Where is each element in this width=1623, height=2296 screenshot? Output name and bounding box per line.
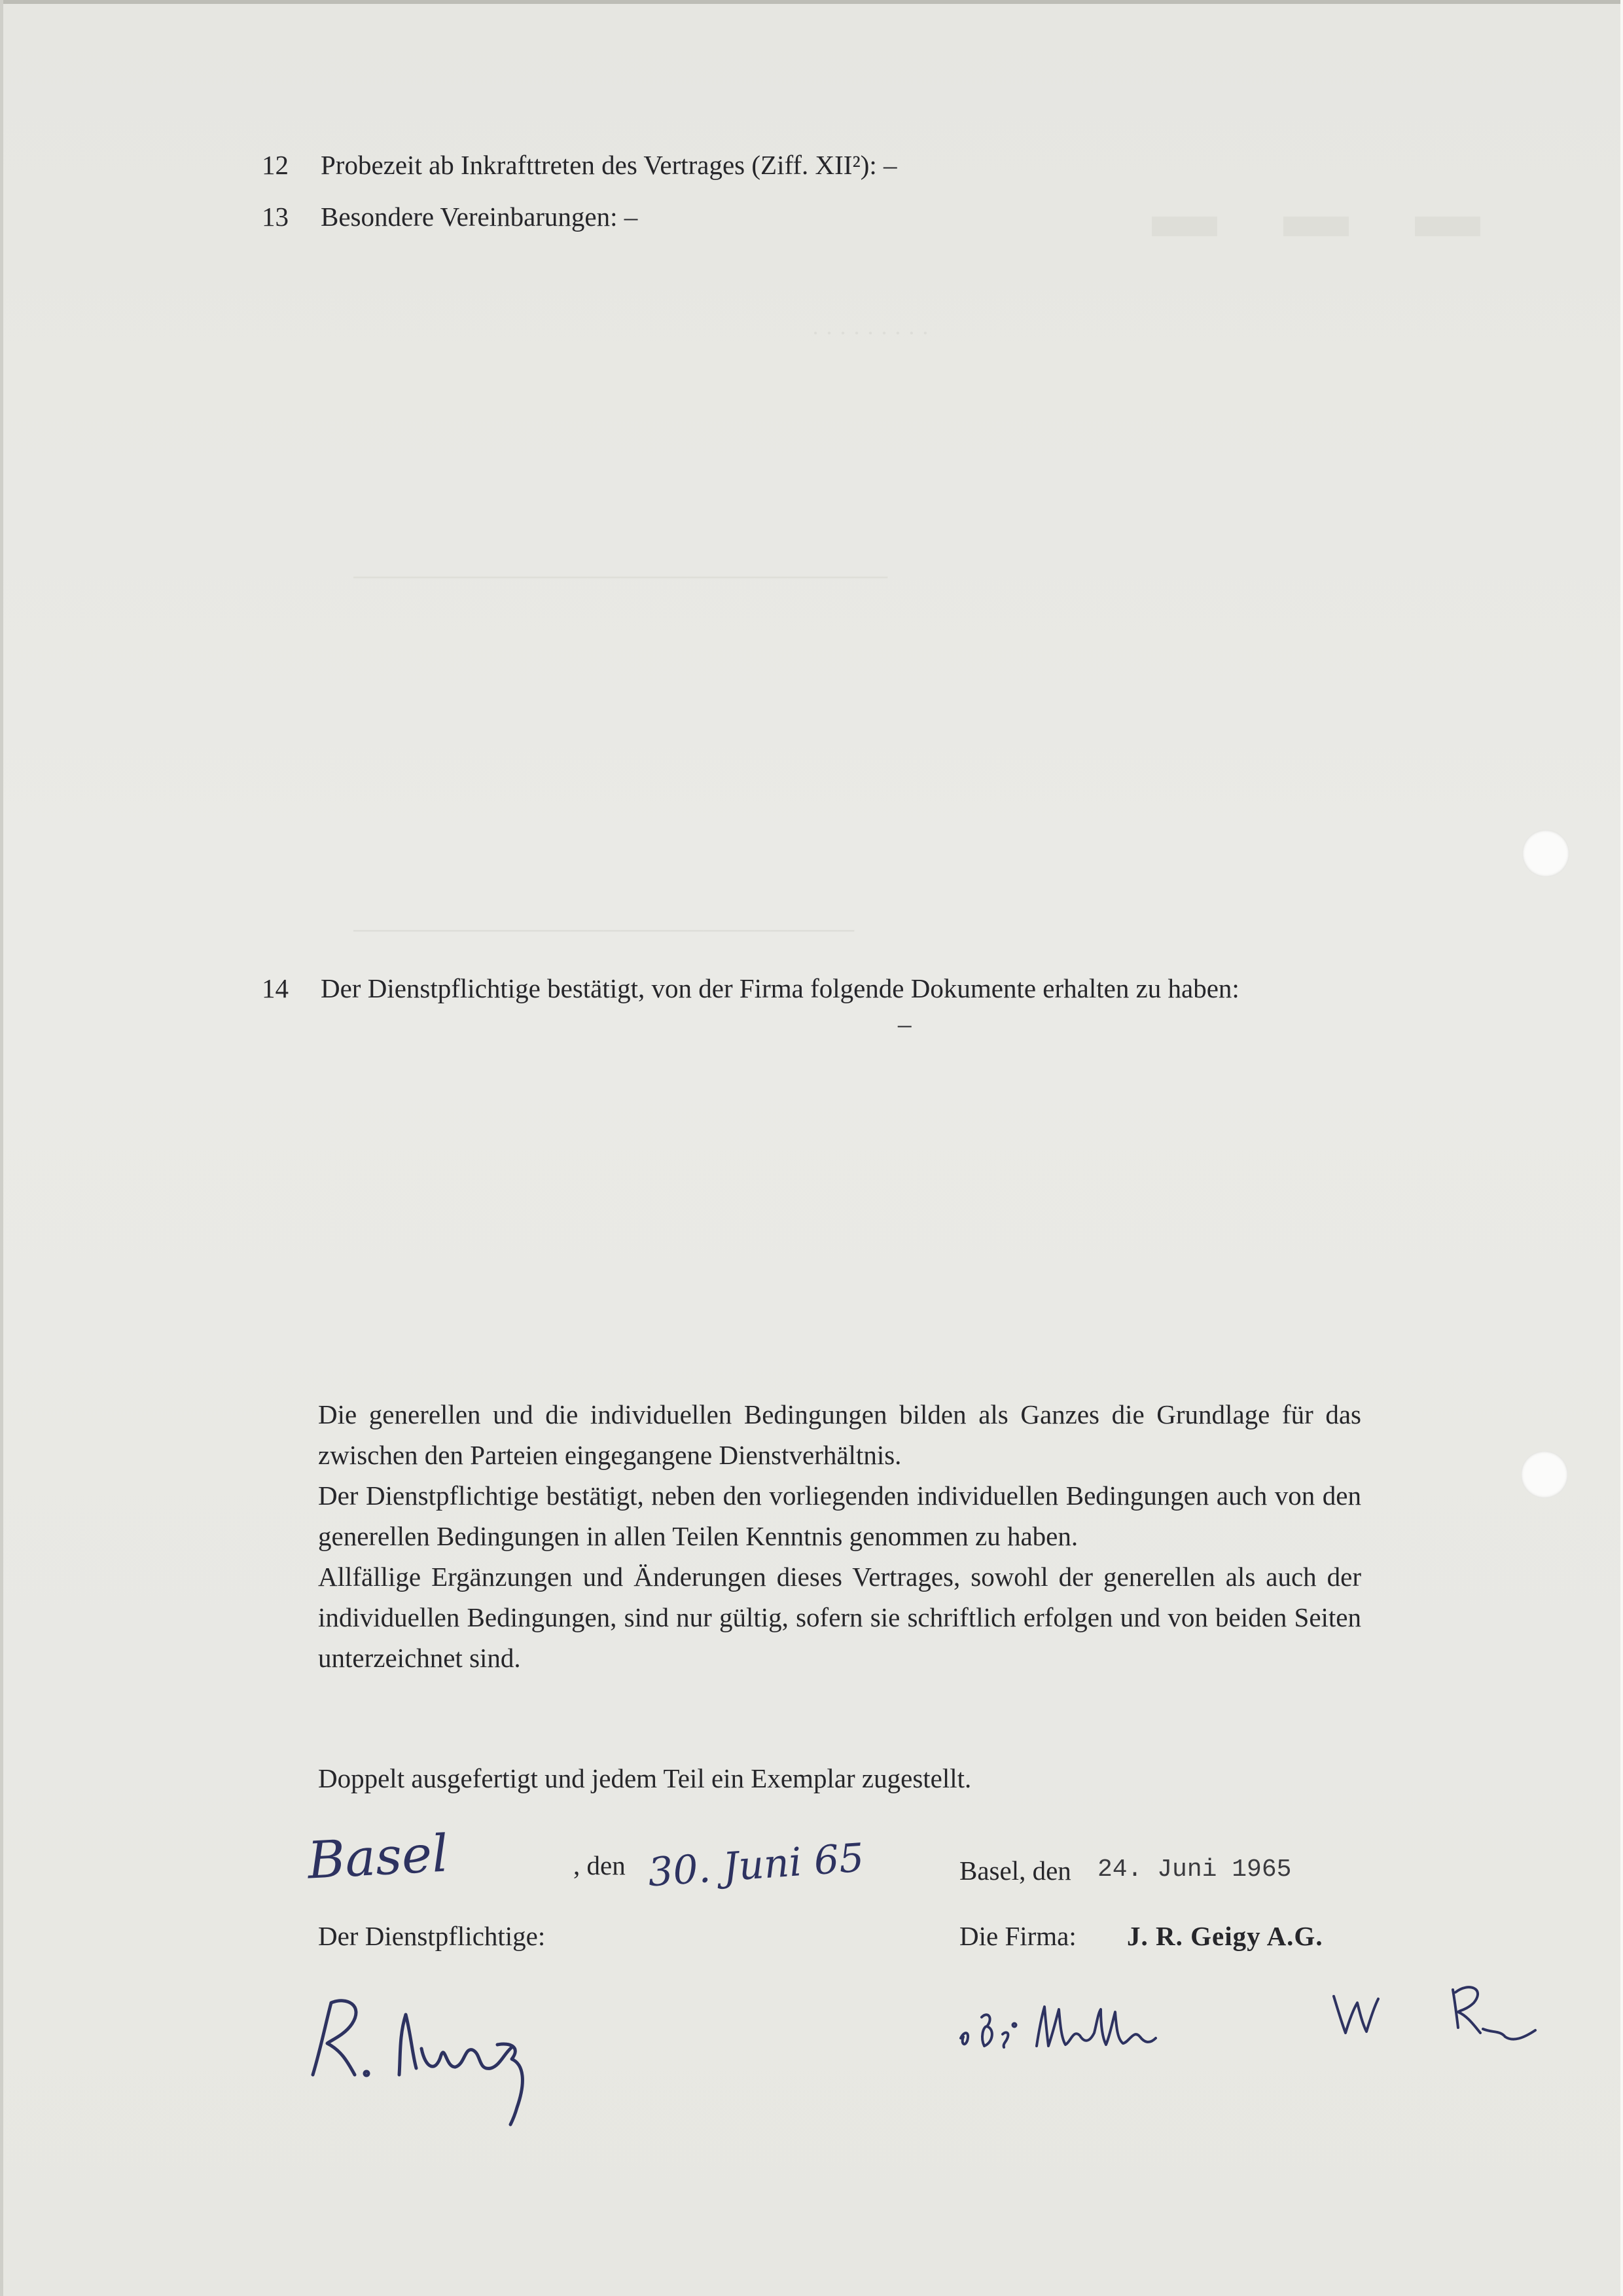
item-text: Besondere Vereinbarungen: – [321, 202, 638, 232]
conditions-paragraph [318, 1394, 1361, 1678]
paragraph-sentence: Allfällige Ergänzungen und Änderungen dieses Vertrages, sowohl der generellen als auch der individuellen Bedingungen, sind nur gültig, sofern sie schriftlich erfolgen und von beiden Seiten unterzeichnet sind. [318, 1562, 1361, 1673]
firm-signature-1 [955, 1983, 1243, 2075]
den-label: , den [573, 1850, 626, 1880]
bleed-through-line: · · · · · · · · · [812, 320, 929, 346]
documents-received-value: – [898, 1009, 912, 1039]
page-edge-left [0, 0, 3, 2296]
employee-signature [301, 1977, 576, 2127]
firm-date-label: Basel, den [959, 1856, 1071, 1886]
paragraph-sentence: Die generellen und die individuellen Bedingungen bilden als Ganzes die Grundlage für das zwischen den Parteien eingegangene Dienstverhältnis. [318, 1399, 1361, 1470]
punch-hole-lower [1521, 1451, 1568, 1498]
firm-date-typed: 24. Juni 1965 [1097, 1856, 1292, 1884]
employee-label: Der Dienstpflichtige: [318, 1921, 546, 1951]
duplicate-note: Doppelt ausgefertigt und jedem Teil ein Exemplar zugestellt. [318, 1763, 972, 1793]
handwritten-date: 30. Juni 65 [646, 1835, 866, 1896]
firm-signature-2 [1329, 1970, 1564, 2055]
firm-label: Die Firma: [959, 1921, 1077, 1951]
bleed-through-line: ────────────────────────────── [353, 917, 855, 943]
bleed-through-heading: ▬ ▬ ▬ [1152, 178, 1505, 251]
item-number: 14 [262, 973, 289, 1003]
bleed-through-line: ──────────────────────────────── [353, 564, 888, 590]
page-edge-right [1620, 0, 1623, 2296]
page-edge-top [0, 0, 1623, 4]
firm-name: J. R. Geigy A.G. [1127, 1921, 1323, 1951]
punch-hole-upper [1522, 830, 1569, 877]
paragraph-sentence: Der Dienstpflichtige bestätigt, neben den vorliegenden individuellen Bedingungen auch von den generellen Bedingungen in allen Teilen Kenntnis genommen zu haben. [318, 1480, 1361, 1551]
item-number: 12 [262, 150, 289, 180]
item-text: Probezeit ab Inkrafttreten des Vertrages (Ziff. XII²): – [321, 150, 897, 180]
item-number: 13 [262, 202, 289, 232]
item-text: Der Dienstpflichtige bestätigt, von der Firma folgende Dokumente erhalten zu haben: [321, 973, 1240, 1003]
handwritten-place: Basel [306, 1824, 450, 1891]
